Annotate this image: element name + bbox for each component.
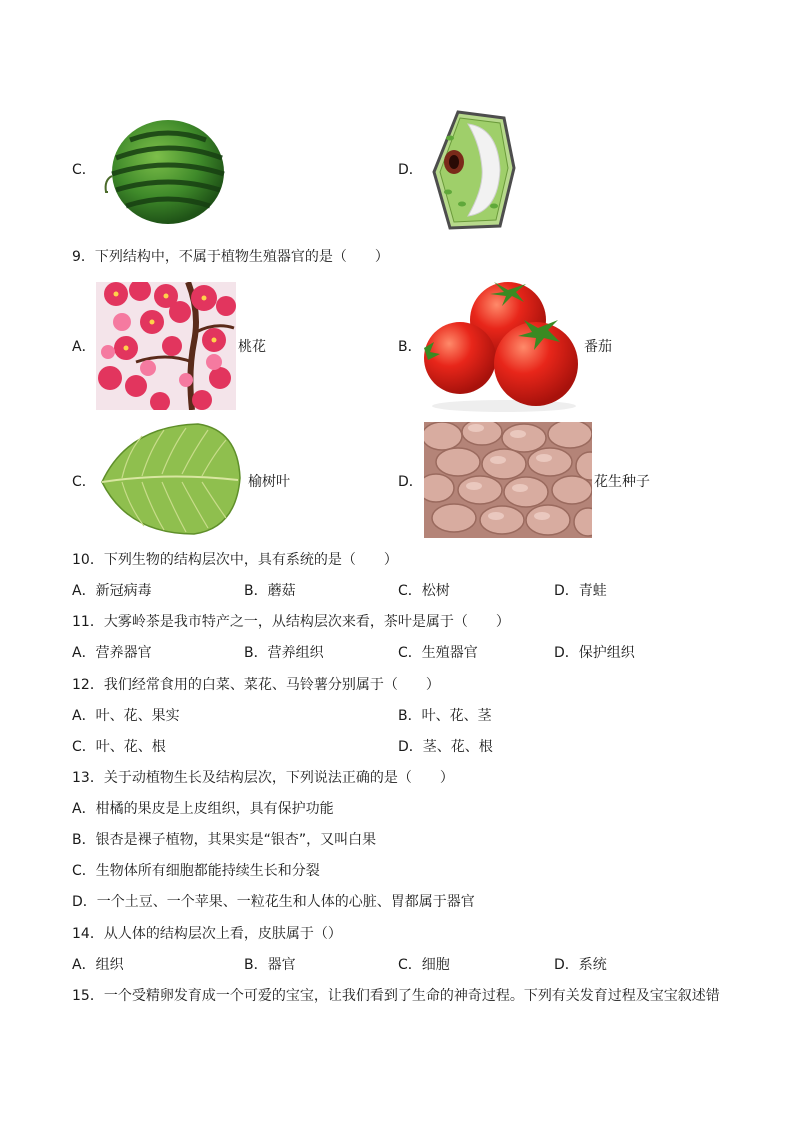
q10-option-b: B．蘑菇	[244, 583, 296, 599]
q13-stem: 13．关于动植物生长及结构层次，下列说法正确的是（ ）	[72, 770, 454, 786]
tomato-image	[424, 280, 584, 412]
q11-option-a: A．营养器官	[72, 645, 152, 661]
q14-option-b: B．器官	[244, 957, 296, 973]
q9-option-b-letter: B．	[398, 339, 422, 355]
q9-option-c-caption: 榆树叶	[248, 474, 290, 490]
q10-option-d: D．青蛙	[554, 583, 607, 599]
plant-cell-image	[428, 108, 520, 234]
q12-option-b: B．叶、花、茎	[398, 708, 492, 724]
q10-stem: 10．下列生物的结构层次中，具有系统的是（ ）	[72, 552, 398, 568]
q10-option-a: A．新冠病毒	[72, 583, 152, 599]
q13-option-d: D．一个土豆、一个苹果、一粒花生和人体的心脏、胃都属于器官	[72, 894, 475, 910]
q9-stem: 9．下列结构中，不属于植物生殖器官的是（ ）	[72, 249, 389, 265]
q14-option-c: C．细胞	[398, 957, 450, 973]
q9-option-d-caption: 花生种子	[594, 474, 650, 490]
q8-option-d-letter: D．	[398, 162, 423, 178]
q15-stem: 15．一个受精卵发育成一个可爱的宝宝，让我们看到了生命的神奇过程。下列有关发育过程及宝宝叙述错	[72, 988, 720, 1004]
q13-option-c: C．生物体所有细胞都能持续生长和分裂	[72, 863, 320, 879]
q12-option-c: C．叶、花、根	[72, 739, 166, 755]
q13-option-b: B．银杏是裸子植物，其果实是“银杏”，又叫白果	[72, 832, 377, 848]
q9-option-c-letter: C．	[72, 474, 96, 490]
q9-option-a-letter: A．	[72, 339, 96, 355]
q9-option-b-caption: 番茄	[584, 339, 612, 355]
q14-option-d: D．系统	[554, 957, 607, 973]
peach-blossom-image	[96, 282, 236, 410]
q12-stem: 12．我们经常食用的白菜、菜花、马铃薯分别属于（ ）	[72, 677, 440, 693]
q11-option-b: B．营养组织	[244, 645, 324, 661]
peanut-seeds-image	[424, 422, 592, 538]
q14-option-a: A．组织	[72, 957, 124, 973]
q11-option-d: D．保护组织	[554, 645, 635, 661]
q8-option-c-letter: C．	[72, 162, 96, 178]
q9-option-d-letter: D．	[398, 474, 423, 490]
q12-option-a: A．叶、花、果实	[72, 708, 180, 724]
q11-stem: 11．大雾岭茶是我市特产之一，从结构层次来看，茶叶是属于（ ）	[72, 614, 510, 630]
q9-option-a-caption: 桃花	[238, 339, 266, 355]
q13-option-a: A．柑橘的果皮是上皮组织，具有保护功能	[72, 801, 334, 817]
q11-option-c: C．生殖器官	[398, 645, 478, 661]
q14-stem: 14．从人体的结构层次上看，皮肤属于（）	[72, 926, 342, 942]
elm-leaf-image	[98, 422, 242, 538]
q12-option-d: D．茎、花、根	[398, 739, 493, 755]
watermelon-image	[100, 118, 228, 226]
q10-option-c: C．松树	[398, 583, 450, 599]
